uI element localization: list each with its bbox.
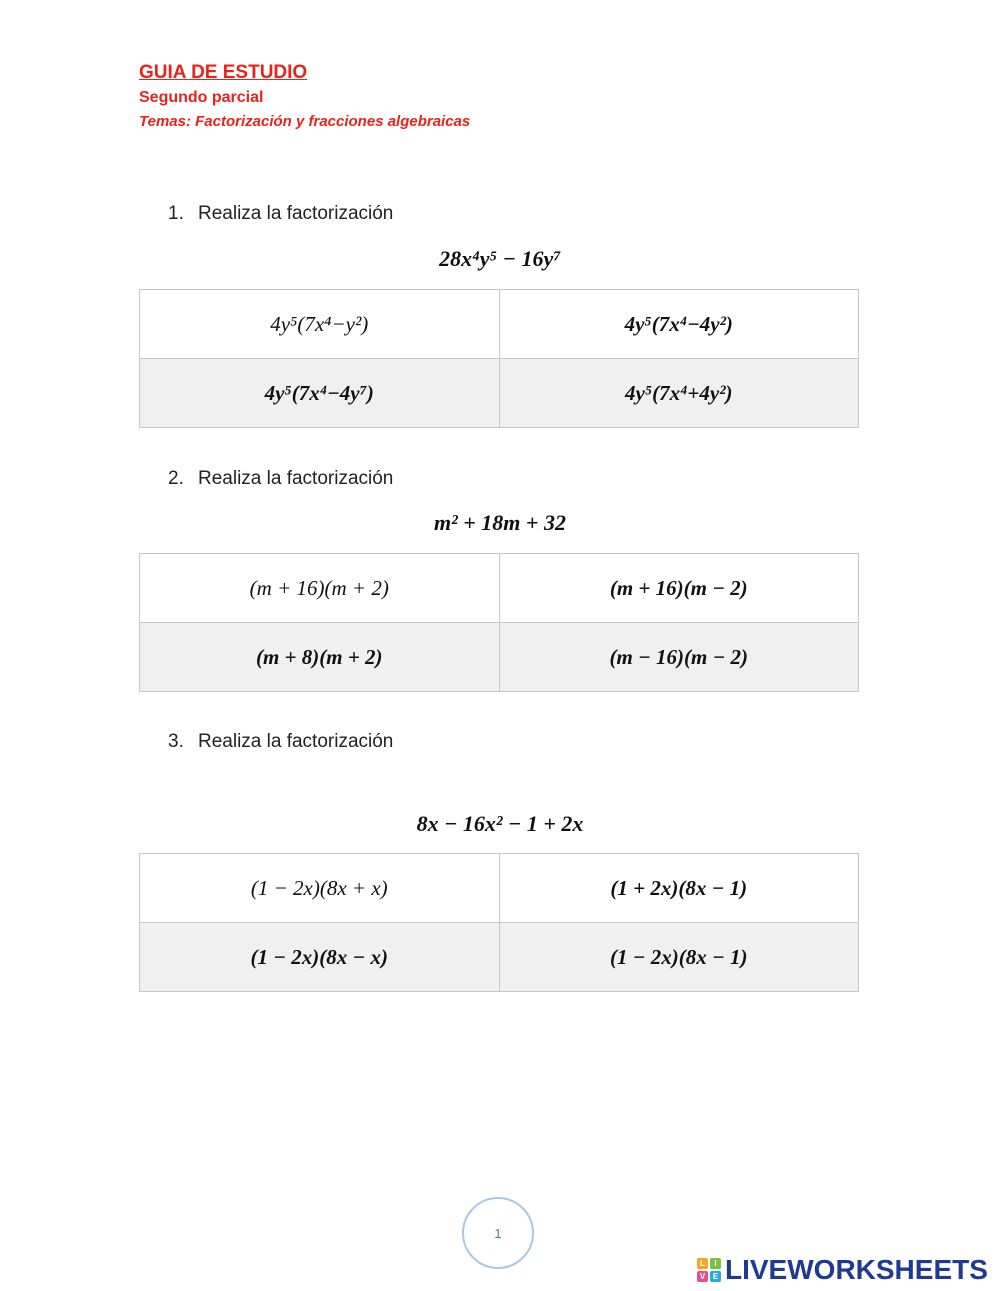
question-prompt: Realiza la factorización — [198, 203, 394, 224]
question-prompt: Realiza la factorización — [198, 468, 394, 489]
question-prompt: Realiza la factorización — [198, 731, 394, 752]
answer-option[interactable]: (1 − 2x)(8x − x) — [140, 923, 500, 992]
question-number: 3. — [168, 731, 184, 752]
brand-name: LIVEWORKSHEETS — [725, 1254, 988, 1285]
question-3-options — [139, 853, 859, 992]
question-1 — [168, 203, 393, 225]
liveworksheets-icon: L I V E — [697, 1258, 721, 1282]
question-2-options — [139, 553, 859, 692]
liveworksheets-logo — [697, 1254, 988, 1286]
page-number: 1 — [462, 1197, 534, 1269]
question-2 — [168, 468, 393, 490]
answer-option[interactable]: (m − 16)(m − 2) — [499, 623, 859, 692]
question-1-expression: 28x⁴y⁵ − 16y⁷ — [439, 246, 561, 271]
answer-option[interactable]: (1 − 2x)(8x + x) — [140, 854, 500, 923]
answer-option[interactable]: (m + 16)(m − 2) — [499, 554, 859, 623]
question-number: 2. — [168, 468, 184, 489]
answer-option[interactable]: (m + 8)(m + 2) — [140, 623, 500, 692]
document-subtitle: Segundo parcial — [139, 89, 264, 106]
question-2-expression: m² + 18m + 32 — [434, 510, 566, 535]
answer-option[interactable]: (m + 16)(m + 2) — [140, 554, 500, 623]
answer-option[interactable]: 4y⁵(7x⁴−4y²) — [499, 290, 859, 359]
question-3-expression: 8x − 16x² − 1 + 2x — [416, 811, 584, 836]
document-topics: Temas: Factorización y fracciones algebraicas — [139, 113, 471, 130]
answer-option[interactable]: (1 + 2x)(8x − 1) — [499, 854, 859, 923]
answer-option[interactable]: 4y⁵(7x⁴+4y²) — [499, 359, 859, 428]
answer-option[interactable]: 4y⁵(7x⁴−y²) — [140, 290, 500, 359]
answer-option[interactable]: 4y⁵(7x⁴−4y⁷) — [140, 359, 500, 428]
question-3 — [168, 731, 393, 753]
document-header — [139, 60, 470, 134]
document-title: GUIA DE ESTUDIO — [139, 62, 308, 83]
question-number: 1. — [168, 203, 184, 224]
question-1-options — [139, 289, 859, 428]
answer-option[interactable]: (1 − 2x)(8x − 1) — [499, 923, 859, 992]
